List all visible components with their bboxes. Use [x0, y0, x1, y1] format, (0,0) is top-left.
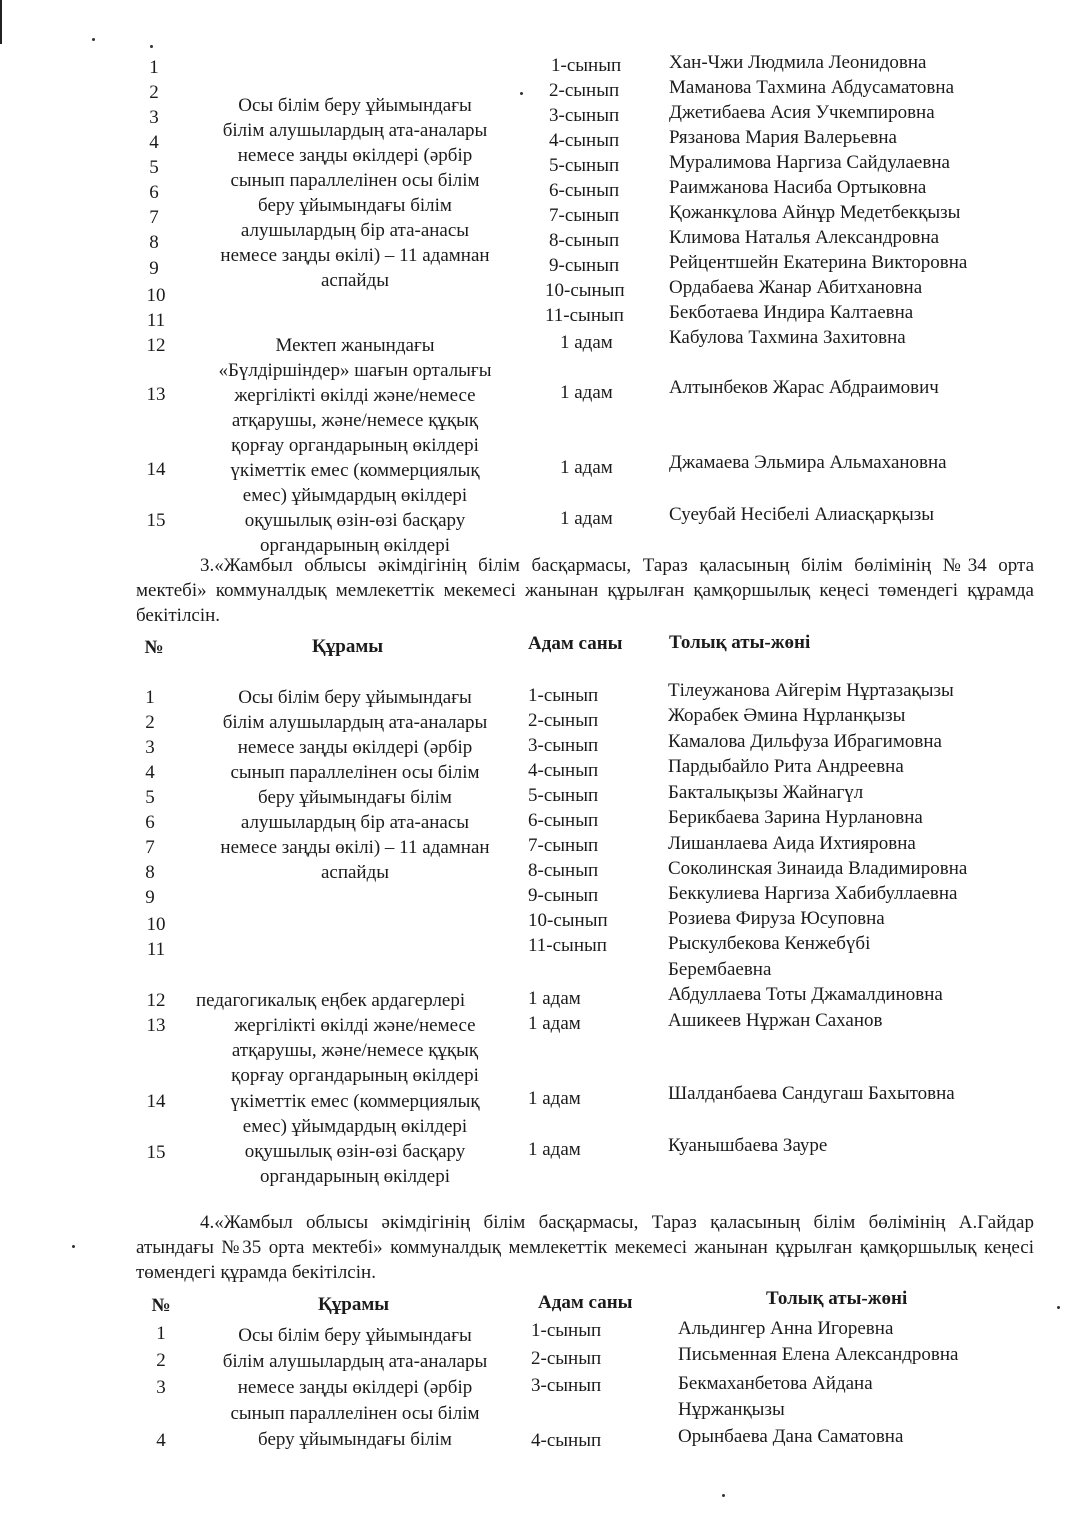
member-count: 10-сынып: [545, 280, 625, 301]
member-name: Беккулиева Наргиза Хабибуллаевна: [668, 883, 958, 904]
row-number: 12: [146, 335, 166, 356]
group-ngo: үкіметтік емес (коммерциялық емес) ұйымдардың өкілдері: [230, 1091, 480, 1137]
column-header-composition: Құрамы: [318, 1294, 390, 1315]
member-name: Берикбаева Зарина Нурлановна: [668, 807, 923, 828]
column-header-number: №: [151, 1295, 171, 1316]
member-name: Ашикеев Нұржан Саханов: [668, 1010, 883, 1031]
member-count: 1 адам: [560, 382, 613, 403]
member-name: Соколинская Зинаида Владимировна: [668, 858, 968, 879]
row-number: 7: [149, 207, 159, 228]
member-name: Джамаева Эльмира Альмахановна: [669, 452, 947, 473]
member-name: Раимжанова Насиба Ортыковна: [669, 177, 927, 198]
member-name: Рыскулбекова Кенжебүбі: [668, 933, 871, 954]
scan-speck: [722, 1494, 725, 1497]
member-count: 6-сынып: [549, 180, 620, 201]
member-count: 8-сынып: [549, 230, 620, 251]
row-number: 6: [149, 182, 159, 203]
member-count: 9-сынып: [549, 255, 620, 276]
group-parents: Осы білім беру ұйымындағы білім алушылардың ата-аналары немесе заңды өкілдері (әрбір сынып параллелінен осы білім беру ұйымындағы білім алушылардың бір ата-анасы немесе заңды өкілі) – 11 адамнан аспайды: [220, 687, 490, 883]
member-name: Абдуллаева Тоты Джамалдиновна: [668, 984, 943, 1005]
member-name: Альдингер Анна Игоревна: [678, 1318, 894, 1339]
row-number: 2: [145, 712, 155, 733]
member-count: 5-сынып: [549, 155, 620, 176]
scan-speck: [150, 45, 153, 48]
member-count: 8-сынып: [528, 860, 599, 881]
row-number: 6: [145, 812, 155, 833]
row-number: 8: [145, 862, 155, 883]
member-name: Суеубай Несібелі Алиасқарқызы: [669, 504, 935, 525]
member-count: 1 адам: [528, 1088, 581, 1109]
member-count: 1-сынып: [551, 55, 622, 76]
member-count: 9-сынып: [528, 885, 599, 906]
group-parents: Осы білім беру ұйымындағы білім алушылардың ата-аналары немесе заңды өкілдері (әрбір сынып параллелінен осы білім беру ұйымындағы білім алушылардың бір ата-анасы немесе заңды өкілі) – 11 адамнан аспайды: [220, 95, 490, 291]
member-name: Розиева Фируза Юсуповна: [668, 908, 885, 929]
member-name: Муралимова Наргиза Сайдулаевна: [669, 152, 950, 173]
row-number: 5: [145, 787, 155, 808]
scan-speck: [1057, 1306, 1060, 1309]
member-name: Қожанкұлова Айнұр Медетбекқызы: [669, 202, 961, 223]
member-count: 1 адам: [560, 457, 613, 478]
member-count: 10-сынып: [528, 910, 608, 931]
member-name: Бекмаханбетова Айдана: [678, 1373, 873, 1394]
column-header-composition: Құрамы: [312, 636, 384, 657]
member-count: 1-сынып: [528, 685, 599, 706]
member-count: 1 адам: [528, 1139, 581, 1160]
member-count: 3-сынып: [531, 1375, 602, 1396]
row-number: 3: [149, 107, 159, 128]
member-count: 7-сынып: [549, 205, 620, 226]
member-count: 4-сынып: [531, 1430, 602, 1451]
row-number: 15: [146, 510, 166, 531]
group-student-self-government: оқушылық өзін-өзі басқару органдарының өкілдері: [244, 1141, 466, 1187]
group-local-authorities: жергілікті өкілді және/немесе атқарушы, және/немесе құқық қорғау органдарының өкілдері: [231, 1015, 479, 1086]
member-name: Письменная Елена Александровна: [678, 1344, 959, 1365]
column-header-number: №: [144, 637, 164, 658]
member-count: 1 адам: [528, 1013, 581, 1034]
member-name: Орынбаева Дана Саматовна: [678, 1426, 904, 1447]
member-name: Лишанлаева Аида Ихтияровна: [668, 833, 916, 854]
member-name: Джетибаева Асия Учкемпировна: [669, 102, 935, 123]
member-name: Маманова Тахмина Абдусаматовна: [669, 77, 955, 98]
row-number: 11: [146, 310, 166, 331]
column-header-count: Адам саны: [538, 1292, 633, 1313]
row-number: 14: [146, 1091, 166, 1112]
member-count: 2-сынып: [549, 80, 620, 101]
member-name: Куанышбаева Зауре: [668, 1135, 828, 1156]
row-number: 1: [145, 687, 155, 708]
member-name: Бакталықызы Жайнагүл: [668, 782, 864, 803]
member-name: Ордабаева Жанар Абитхановна: [669, 277, 923, 298]
row-number: 2: [149, 82, 159, 103]
column-header-fullname: Толық аты-жөні: [766, 1288, 908, 1309]
group-mini-center: Мектеп жанындағы «Бүлдіршіндер» шағын орталығы: [218, 335, 492, 381]
member-count: 4-сынып: [528, 760, 599, 781]
row-number: 7: [145, 837, 155, 858]
row-number: 10: [146, 914, 166, 935]
member-name: Тілеужанова Айгерім Нұртазақызы: [668, 680, 954, 701]
member-count: 1 адам: [528, 988, 581, 1009]
row-number: 3: [145, 737, 155, 758]
member-count: 1-сынып: [531, 1320, 602, 1341]
member-name: Алтынбеков Жарас Абдраимович: [669, 377, 939, 398]
member-name: Нұржанқызы: [678, 1399, 785, 1420]
column-header-fullname: Толық аты-жөні: [669, 632, 811, 653]
member-name: Пардыбайло Рита Андреевна: [668, 756, 904, 777]
member-name: Рейцентшейн Екатерина Викторовна: [669, 252, 968, 273]
scan-speck: [72, 1245, 75, 1248]
member-name: Кабулова Тахмина Захитовна: [669, 327, 906, 348]
member-name: Хан-Чжи Людмила Леонидовна: [669, 52, 927, 73]
row-number: 14: [146, 459, 166, 480]
row-number: 4: [149, 132, 159, 153]
row-number: 8: [149, 232, 159, 253]
row-number: 13: [146, 1015, 166, 1036]
member-name: Рязанова Мария Валерьевна: [669, 127, 897, 148]
row-number: 2: [156, 1350, 166, 1371]
member-name: Бекботаева Индира Калтаевна: [669, 302, 914, 323]
paragraph-4: 4.«Жамбыл облысы әкімдігінің білім басқармасы, Тараз қаласының білім бөлімінің А.Гайдар атындағы №35 орта мектебі» коммуналдық мемлекеттік мекемесі жанынан құрылған қамқоршылық кеңесі төмендегі құрамда бекітілсін.: [136, 1212, 1034, 1283]
row-number: 5: [149, 157, 159, 178]
member-count: 11-сынып: [545, 305, 624, 326]
row-number: 3: [156, 1377, 166, 1398]
member-name: Шалданбаева Сандугаш Бахытовна: [668, 1083, 955, 1104]
row-number: 4: [145, 762, 155, 783]
group-parents: Осы білім беру ұйымындағы білім алушылардың ата-аналары немесе заңды өкілдері (әрбір сынып параллелінен осы білім беру ұйымындағы білім: [222, 1325, 488, 1450]
member-count: 4-сынып: [549, 130, 620, 151]
column-header-count: Адам саны: [528, 633, 623, 654]
member-count: 1 адам: [560, 332, 613, 353]
row-number: 12: [146, 990, 166, 1011]
member-count: 1 адам: [560, 508, 613, 529]
member-name: Климова Наталья Александровна: [669, 227, 940, 248]
scan-speck: [520, 92, 523, 95]
member-count: 5-сынып: [528, 785, 599, 806]
member-count: 3-сынып: [549, 105, 620, 126]
group-ngo: үкіметтік емес (коммерциялық емес) ұйымдардың өкілдері: [230, 460, 480, 506]
paragraph-3: 3.«Жамбыл облысы әкімдігінің білім басқармасы, Тараз қаласының білім бөлімінің №34 орта мектебі» коммуналдық мемлекеттік мекемесі жанынан құрылған қамқоршылық кеңесі төмендегі құрамда бекітілсін.: [136, 555, 1034, 626]
row-number: 1: [156, 1323, 166, 1344]
row-number: 11: [146, 939, 166, 960]
group-student-self-government: оқушылық өзін-өзі басқару органдарының өкілдері: [244, 510, 466, 556]
row-number: 13: [146, 384, 166, 405]
row-number: 9: [149, 258, 159, 279]
member-count: 7-сынып: [528, 835, 599, 856]
member-count: 2-сынып: [531, 1348, 602, 1369]
row-number: 9: [145, 887, 155, 908]
scan-edge-mark: [0, 0, 2, 44]
scan-speck: [92, 38, 95, 41]
member-count: 3-сынып: [528, 735, 599, 756]
group-local-authorities: жергілікті өкілді және/немесе атқарушы, және/немесе құқық қорғау органдарының өкілдері: [231, 385, 479, 456]
member-count: 6-сынып: [528, 810, 599, 831]
member-count: 2-сынып: [528, 710, 599, 731]
row-number: 4: [156, 1430, 166, 1451]
member-name: Камалова Дильфуза Ибрагимовна: [668, 731, 942, 752]
member-name: Берембаевна: [668, 959, 772, 980]
group-pedagogical-veterans: педагогикалық еңбек ардагерлері: [196, 990, 466, 1011]
row-number: 15: [146, 1142, 166, 1163]
row-number: 10: [146, 285, 166, 306]
member-count: 11-сынып: [528, 935, 607, 956]
row-number: 1: [149, 57, 159, 78]
member-name: Жорабек Әмина Нұрланқызы: [668, 705, 906, 726]
